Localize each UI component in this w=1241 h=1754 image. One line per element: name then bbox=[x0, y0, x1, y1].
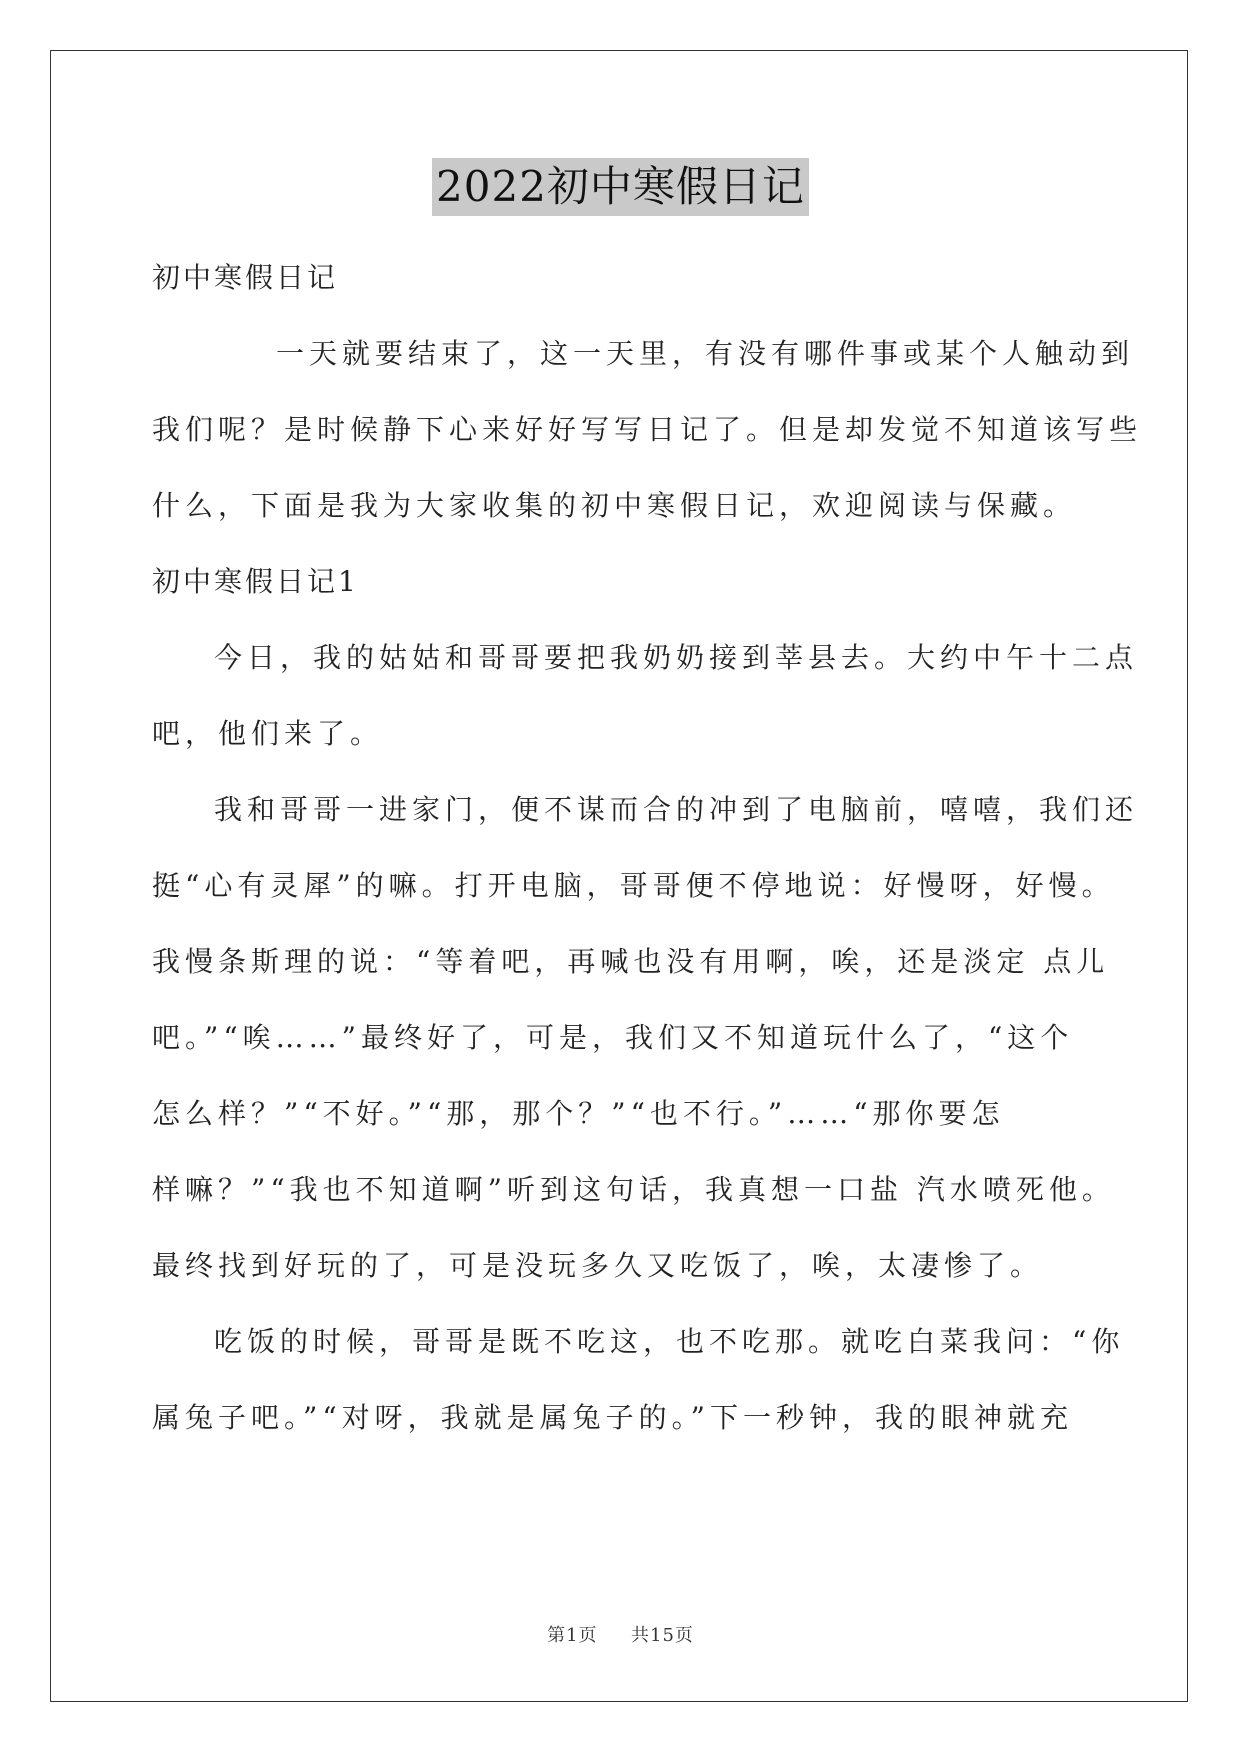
text-line: 什么，下面是我为大家收集的初中寒假日记，欢迎阅读与保藏。 bbox=[152, 489, 1077, 522]
text-line: 我和哥哥一进家门，便不谋而合的冲到了电脑前，嘻嘻，我们还 bbox=[214, 793, 1139, 826]
text-line: 吧。”“唉……”最终好了，可是，我们又不知道玩什么了，“这个 bbox=[152, 1021, 1074, 1054]
text-line: 我们呢？是时候静下心来好好写写日记了。但是却发觉不知道该写些 bbox=[152, 413, 1143, 446]
section-heading: 初中寒假日记 bbox=[152, 261, 339, 294]
title-container bbox=[0, 158, 1241, 216]
page-footer bbox=[0, 1621, 1241, 1647]
text-line: 一天就要结束了，这一天里，有没有哪件事或某个人触动到 bbox=[276, 337, 1135, 370]
text-line: 吧，他们来了。 bbox=[152, 717, 384, 750]
text-line: 样嘛？”“我也不知道啊”听到这句话，我真想一口盐 汽水喷死他。 bbox=[152, 1173, 1115, 1206]
text-line: 怎么样？”“不好。”“那，那个？”“也不行。”……“那你要怎 bbox=[152, 1097, 1005, 1130]
document-body bbox=[152, 240, 1143, 1456]
document-title: 2022初中寒假日记 bbox=[432, 158, 809, 216]
page-number-current: 第1页 bbox=[547, 1625, 598, 1646]
text-line: 属兔子吧。”“对呀，我就是属兔子的。”下一秒钟，我的眼神就充 bbox=[152, 1401, 1073, 1434]
text-line: 吃饭的时候，哥哥是既不吃这，也不吃那。就吃白菜我问：“你 bbox=[214, 1325, 1125, 1358]
text-line: 挺“心有灵犀”的嘛。打开电脑，哥哥便不停地说：好慢呀，好慢。 bbox=[152, 869, 1115, 902]
text-line: 最终找到好玩的了，可是没玩多久又吃饭了，唉，太凄惨了。 bbox=[152, 1249, 1044, 1282]
section-heading: 初中寒假日记1 bbox=[152, 565, 359, 598]
text-line: 今日，我的姑姑和哥哥要把我奶奶接到莘县去。大约中午十二点 bbox=[214, 641, 1139, 674]
page-number-total: 共15页 bbox=[631, 1625, 694, 1646]
text-line: 我慢条斯理的说：“等着吧，再喊也没有用啊，唉，还是淡定 点儿 bbox=[152, 945, 1110, 978]
